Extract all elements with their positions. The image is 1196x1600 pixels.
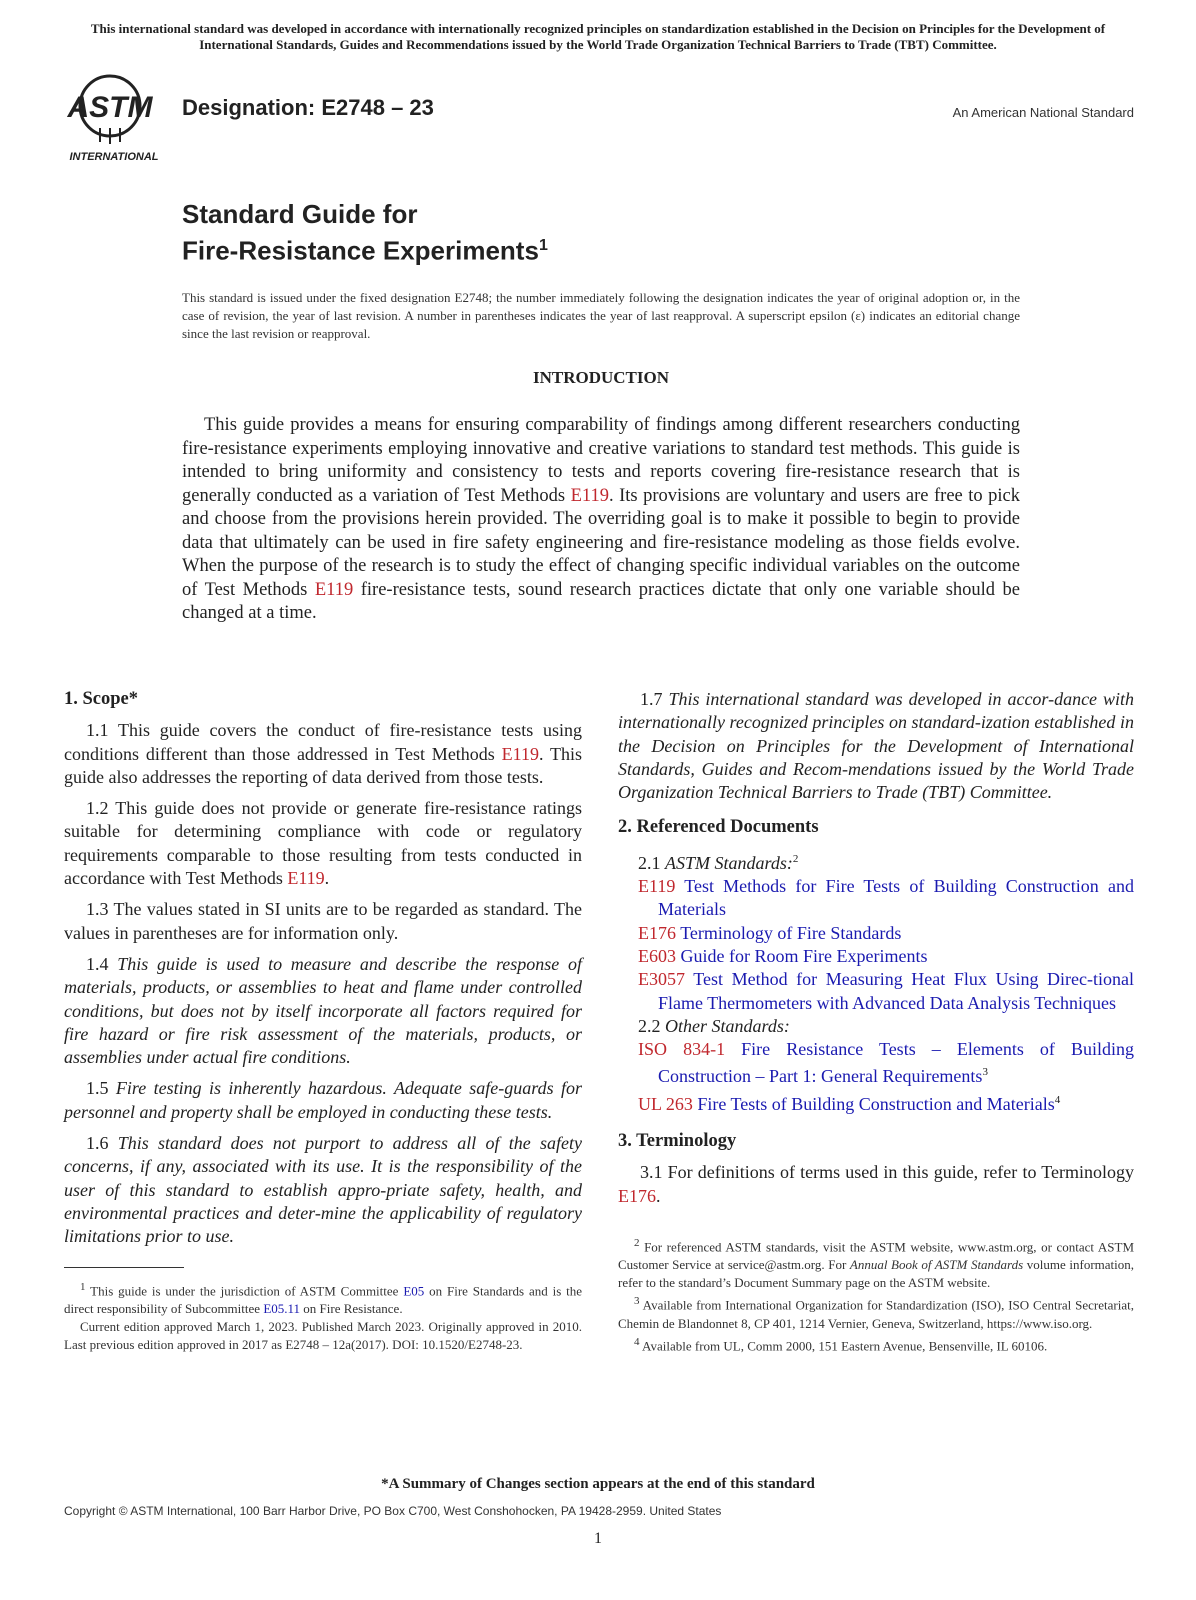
ref-item[interactable]: E3057 Test Method for Measuring Heat Flux Using Direc-tional Flame Thermometers with Advanced Data Analysis Techniques <box>638 969 1134 1013</box>
terminology-3-1: 3.1 For definitions of terms used in this guide, refer to Terminology E176. <box>618 1162 1134 1206</box>
other-standards-list <box>618 1038 1134 1116</box>
ref-item[interactable]: ISO 834-1 Fire Resistance Tests – Elements of Building Construction – Part 1: General Requirements$^3$ <box>638 1039 1134 1087</box>
footnote-2: $^2$ For referenced ASTM standards, visit the ASTM website, www.astm.org, or contact ASTM Customer Service at service@astm.org. For Annual Book of ASTM Standards volume information, refer to the standard’s Document Summary page on the ASTM website. <box>618 1236 1135 1291</box>
introduction: This guide provides a means for ensuring comparability of findings among different researchers conducting fire-resistance experiments employing innovative and creative variations to standard test methods. This guide is intended to bring uniformity and consistency to tests and reports covering fire-resistance research that is generally conducted as a variation of Test Methods E119. Its provisions are voluntary and users are free to pick and choose from the provisions herein provided. The overriding goal is to make it possible to begin to provide data that ultimately can be used in fire safety engineering and fire-resistance modeling as those fields evolve. When the purpose of the research is to study the effect of changing specific individual variables on the outcome of Test Methods E119 fire-resistance tests, sound research practices dictate that only one variable should be changed at a time. <box>182 415 1021 623</box>
scope-1-2: 1.2 This guide does not provide or generate fire-resistance ratings suitable for determining compliance with code or regulatory requirements comparable to those resulting from tests conducted in accordance with Test Methods E119. <box>64 798 582 889</box>
footnote-4: $^4$ Available from UL, Comm 2000, 151 Eastern Avenue, Bensenville, IL 60106. <box>634 1335 1048 1353</box>
ref-item[interactable]: UL 263 Fire Tests of Building Construction and Materials$^4$ <box>638 1093 1061 1114</box>
ref-item[interactable]: E603 Guide for Room Fire Experiments <box>638 945 928 966</box>
left-column <box>64 688 582 1354</box>
scope-1-4: 1.4 This guide is used to measure and describe the response of materials, products, or assemblies to heat and flame under controlled conditions, but does not by itself incorporate all factors required for fire hazard or fire risk assessment of the materials, products, or assemblies under actual fire conditions. <box>64 953 582 1068</box>
ref-link-e119[interactable]: E119 <box>287 868 325 889</box>
ref-item[interactable]: E176 Terminology of Fire Standards <box>638 922 902 943</box>
ref-item[interactable]: E119 Test Methods for Fire Tests of Building Construction and Materials <box>638 876 1134 920</box>
summary-of-changes-note: *A Summary of Changes section appears at the end of this standard <box>381 1476 815 1492</box>
logo-subtitle: INTERNATIONAL <box>69 151 159 163</box>
ref-link-e176[interactable]: E176 <box>618 1185 656 1206</box>
footnotes-right <box>618 1234 1134 1355</box>
copyright: Copyright © ASTM International, 100 Barr Harbor Drive, PO Box C700, West Conshohocken, PA 19428-2959. United States <box>64 1504 722 1518</box>
footnote-1-edition: Current edition approved March 1, 2023. Published March 2023. Originally approved in 2010. Last previous edition approved in 2017 as E2748 – 12a(2017). DOI: 10.1520/E2748-23. <box>64 1318 582 1352</box>
designation: Designation: E2748 – 23 <box>182 95 434 120</box>
astm-standards-label: 2.1 ASTM Standards:$^2$ <box>638 852 799 873</box>
introduction-heading: INTRODUCTION <box>532 368 670 387</box>
scope-1-6: 1.6 This standard does not purport to address all of the safety concerns, if any, associated with its use. It is the responsibility of the user of this standard to establish appro-priate safety, health, and environmental practices and deter-mine the applicability of regulatory limitations prior to use. <box>64 1133 583 1247</box>
scope-1-1: 1.1 This guide covers the conduct of fire-resistance tests using conditions different than those addressed in Test Methods E119. This guide also addresses the reporting of data derived from those tests. <box>64 720 582 787</box>
footnote-1: $^1$ This guide is under the jurisdiction of ASTM Committee E05 on Fire Standards and is the direct responsibility of Subcommittee E05.11 on Fire Resistance. <box>64 1280 582 1316</box>
ref-link-e119[interactable]: E119 <box>314 579 354 600</box>
american-national-standard: An American National Standard <box>952 105 1134 120</box>
title-line2: Fire-Resistance Experiments$^1$ <box>182 235 548 266</box>
right-column <box>618 688 1134 1355</box>
ref-link-e119[interactable]: E119 <box>570 485 609 506</box>
scope-1-7: 1.7 This international standard was developed in accor-dance with internationally recognized principles on standard-ization established in the Decision on Principles for the Development of International Standards, Guides and Recom-mendations issued by the World Trade Organization Technical Barriers to Trade (TBT) Committee. <box>618 689 1135 803</box>
scope-1-5: 1.5 Fire testing is inherently hazardous. Adequate safe-guards for personnel and property shall be employed in conducting these tests. <box>64 1078 583 1122</box>
document-title <box>182 198 548 267</box>
title-line1: Standard Guide for <box>182 199 418 229</box>
footnote-3: $^3$ Available from International Organization for Standardization (ISO), ISO Central Secretariat, Chemin de Blandonnet 8, CP 401, 1214 Vernier, Geneva, Switzerland, https://www.iso.org. <box>618 1295 1134 1331</box>
astm-logo <box>64 70 168 166</box>
scope-1-3: 1.3 The values stated in SI units are to be regarded as standard. The values in parentheses are for information only. <box>64 899 582 943</box>
referenced-documents-heading: 2. Referenced Documents <box>618 817 819 838</box>
subcommittee-link[interactable]: E05.11 <box>263 1300 301 1316</box>
other-standards-label: 2.2 Other Standards: <box>638 1015 790 1036</box>
title-footnote-mark: 1 <box>538 237 548 254</box>
ref-link-e119[interactable]: E119 <box>501 743 539 764</box>
footnote-rule <box>64 1267 184 1268</box>
logo-text: ASTM <box>67 91 153 124</box>
page-number: 1 <box>594 1530 602 1547</box>
scope-heading: 1. Scope* <box>64 689 138 709</box>
footnotes-left <box>64 1278 582 1354</box>
terminology-heading: 3. Terminology <box>618 1131 737 1152</box>
issued-note: This standard is issued under the fixed designation E2748; the number immediately following the designation indicates the year of original adoption or, in the case of revision, the year of last revision. A number in parentheses indicates the year of last reapproval. A superscript epsilon (ε) indicates an editorial change since the last revision or reapproval. <box>182 290 1020 341</box>
wto-notice: This international standard was developed in accordance with internationally recognized principles on standardization established in the Decision on Principles for the Development of International Standards, Guides and Recommendations issued by the World Trade Organization Technical Barriers to Trade (TBT) Committee. <box>90 21 1106 52</box>
astm-standards-list <box>618 875 1134 1015</box>
committee-link[interactable]: E05 <box>403 1282 425 1298</box>
